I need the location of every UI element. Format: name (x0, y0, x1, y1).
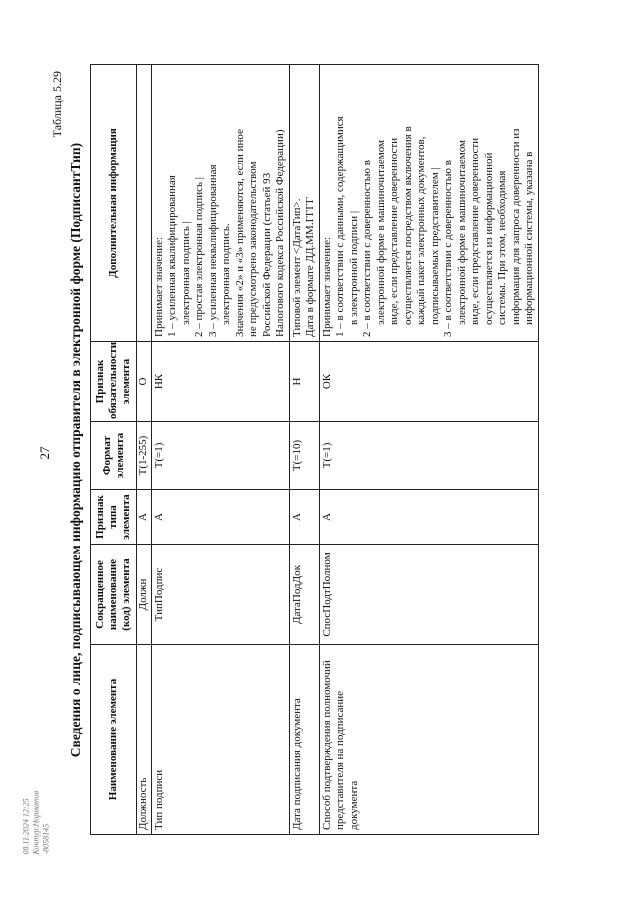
cell-type: А (319, 490, 538, 545)
info-line: каждый пакет электронных документов, (415, 136, 427, 325)
info-line: 1 – в соответствии с данными, содержащимися (334, 116, 346, 337)
info-line: в электронной подписи | (347, 210, 360, 325)
stamp-line: Контур.Норматив -8058145 (31, 790, 51, 855)
info-line: Дата в формате ДД.ММ.ГГГГ (304, 196, 316, 337)
header-type: Признак типа элемента (91, 490, 137, 545)
cell-info (319, 65, 538, 342)
info-line: Налогового кодекса Российской Федерации) (274, 129, 286, 337)
table-row (289, 65, 319, 835)
info-line: электронная подпись. (220, 223, 232, 325)
stamp-line: 08.11.2024 12:25 (21, 798, 31, 855)
cell-name: Способ подтверждения полномочий представителя на подписание документа (319, 645, 538, 835)
rotated-page (50, 65, 610, 835)
info-line: 2 – в соответствии с доверенностью в (361, 160, 373, 337)
cell-name: Дата подписания документа (289, 645, 319, 835)
table-row (319, 65, 538, 835)
cell-name: Тип подписи (151, 645, 289, 835)
info-line: информационной системы, указана в (523, 151, 535, 325)
table-row (151, 65, 289, 835)
cell-code: ДатаПодДок (289, 545, 319, 645)
cell-type: А (289, 490, 319, 545)
cell-format: T(=1) (319, 422, 538, 490)
info-line: информация для запроса доверенности из (509, 128, 522, 325)
cell-type: А (137, 490, 152, 545)
cell-info (151, 65, 289, 342)
cell-format: T(1-255) (137, 422, 152, 490)
cell-code: Должн (137, 545, 152, 645)
info-line: осуществляется посредством включения в (401, 126, 414, 325)
cell-required: НК (151, 342, 289, 422)
header-code: Сокращенное наименование (код) элемента (91, 545, 137, 645)
table-row (137, 65, 152, 835)
cell-type: А (151, 490, 289, 545)
info-line: Типовой элемент <ДатаТип>. (290, 198, 303, 337)
cell-name: Должность (137, 645, 152, 835)
cell-format: T(=10) (289, 422, 319, 490)
info-line: виде, если представление доверенности (469, 137, 481, 325)
cell-code: ТипПодпис (151, 545, 289, 645)
header-name: Наименование элемента (91, 645, 137, 835)
cell-required: ОК (319, 342, 538, 422)
elements-table (90, 64, 539, 835)
header-required: Признак обязательности элемента (91, 342, 137, 422)
header-format: Формат элемента (91, 422, 137, 490)
document-stamp (22, 785, 77, 855)
cell-format: T(=1) (151, 422, 289, 490)
cell-info (137, 65, 152, 342)
info-line: 1 – усиленная квалифицированная (166, 175, 178, 337)
info-line: виде, если представление доверенности (388, 137, 400, 325)
info-line: Принимает значение: (320, 236, 333, 337)
info-line: подписываемых представителем | (428, 167, 441, 325)
info-line: не предусмотрено законодательством (247, 161, 259, 337)
info-line: 3 – усиленная неквалифицированная (206, 164, 219, 337)
info-line: Значения «2» и «3» применяются, если иное (233, 129, 246, 337)
header-info: Дополнительная информация (91, 65, 137, 342)
info-line: 2 – простая электронная подпись | (193, 177, 205, 337)
cell-info (289, 65, 319, 342)
page-number: 27 (37, 446, 52, 460)
table-caption: Сведения о лице, подписывающем информацию отправителя в электронной форме (ПодписантТип) (68, 142, 83, 758)
info-line: 3 – в соответствии с доверенностью в (442, 160, 454, 337)
info-line: Российской Федерации (статьей 93 (260, 172, 273, 337)
info-line: электронной форме в машиночитаемом (374, 139, 387, 325)
info-line: Принимает значение: (152, 236, 165, 337)
info-line: электронной форме в машиночитаемом (455, 139, 468, 325)
info-line: осуществляется из информационной (482, 152, 495, 325)
table-label: Таблица 5.29 (50, 71, 64, 138)
cell-required: О (137, 342, 152, 422)
cell-code: СпосПодтПолном (319, 545, 538, 645)
header-row (91, 65, 137, 835)
info-line: электронная подпись | (179, 221, 192, 325)
info-line: системы. При этом, необходимая (496, 170, 508, 325)
cell-required: Н (289, 342, 319, 422)
